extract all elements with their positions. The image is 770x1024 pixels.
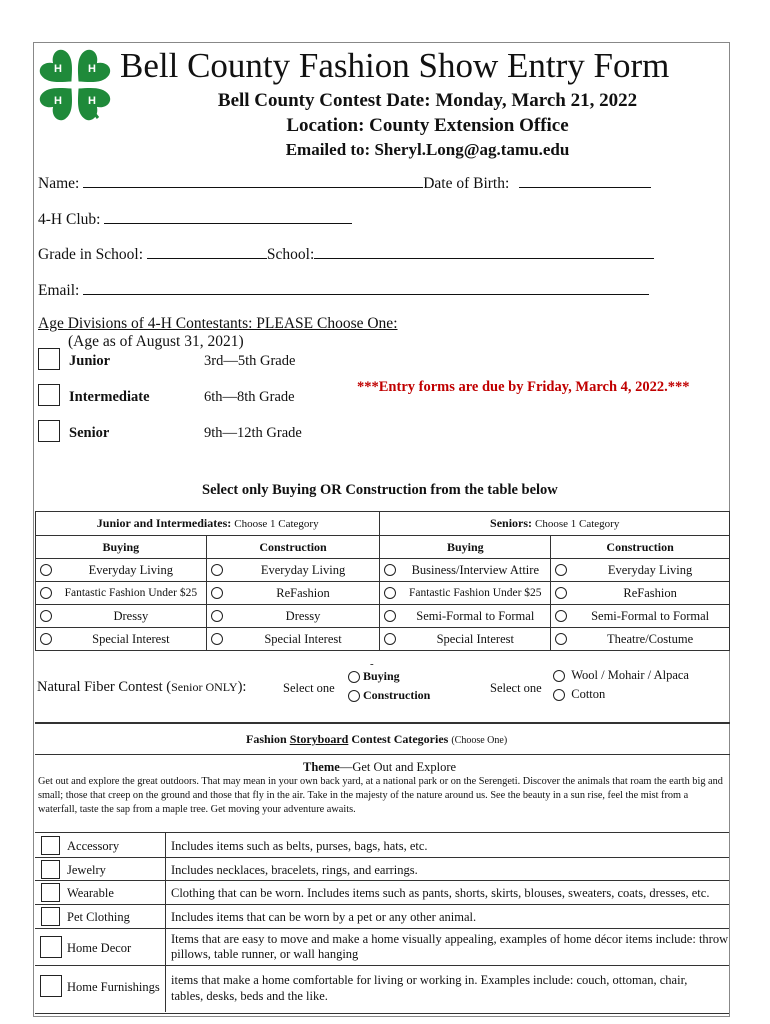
option-label: Everyday Living — [260, 562, 346, 577]
junior-label: Junior — [69, 353, 111, 369]
name-input[interactable] — [83, 173, 423, 188]
option-cell[interactable] — [207, 582, 380, 604]
table-row — [36, 628, 730, 651]
option-label: Everyday Living — [607, 562, 693, 577]
list-item — [35, 965, 729, 1014]
school-label: School: — [266, 246, 315, 263]
email-to: Emailed to: Sheryl.Long@ag.tamu.edu — [285, 140, 570, 159]
svg-text:H: H — [88, 63, 96, 75]
senior-checkbox[interactable] — [38, 420, 60, 442]
senior-only-note: Senior ONLY — [171, 680, 238, 694]
email-label: Email: — [38, 282, 80, 299]
fiber-label-close: ): — [237, 679, 247, 695]
radio-button[interactable] — [211, 633, 223, 645]
option-cell[interactable] — [36, 628, 206, 650]
intermediate-checkbox[interactable] — [38, 384, 60, 406]
select-one-label: Select one — [283, 681, 335, 695]
fiber-buying-option[interactable] — [348, 669, 400, 684]
option-label: Wool / Mohair / Alpaca — [571, 668, 689, 682]
radio-button[interactable] — [211, 587, 223, 599]
option-label: Business/Interview Attire — [411, 562, 539, 577]
group-junior-intermediate — [36, 512, 380, 536]
option-label: Fantastic Fashion Under $25 — [64, 587, 198, 599]
radio-button[interactable] — [384, 564, 396, 576]
option-label: ReFashion — [276, 585, 330, 600]
intermediate-label: Intermediate — [69, 389, 150, 405]
option-label: Construction — [363, 688, 431, 702]
category-desc: Includes items such as belts, purses, bags, hats, etc. — [171, 839, 428, 853]
theme-text: —Get Out and Explore — [339, 760, 457, 774]
radio-button[interactable] — [211, 564, 223, 576]
category-name: Accessory — [67, 839, 120, 853]
age-as-of: (Age as of August 31, 2021) — [68, 333, 244, 350]
radio-button[interactable] — [555, 587, 567, 599]
col-header-construction: Construction — [551, 536, 730, 559]
category-desc: Clothing that can be worn. Includes items such as pants, shorts, skirts, blouses, sweaters, coats, dresses, etc. — [171, 886, 710, 900]
due-date-notice: ***Entry forms are due by Friday, March 4, 2022.*** — [357, 379, 690, 395]
radio-button[interactable] — [348, 690, 360, 702]
option-label: Theatre/Costume — [607, 631, 694, 646]
option-label: Cotton — [571, 687, 606, 701]
choose-one-note: (Choose One) — [451, 735, 508, 746]
category-name: Wearable — [67, 886, 114, 900]
jewelry-checkbox[interactable] — [41, 860, 60, 879]
email-row — [38, 280, 649, 300]
clover-logo-icon — [36, 44, 114, 126]
radio-button[interactable] — [555, 564, 567, 576]
group-seniors — [380, 512, 730, 536]
radio-button[interactable] — [40, 564, 52, 576]
col-header-buying: Buying — [36, 536, 207, 559]
radio-button[interactable] — [384, 587, 396, 599]
category-desc: Includes items that can be worn by a pet or any other animal. — [171, 910, 477, 924]
fiber-label-text: Natural Fiber Contest ( — [37, 679, 172, 695]
option-cell[interactable] — [36, 605, 206, 627]
group-sr-label: Seniors: — [490, 516, 533, 530]
dash-mark: - — [370, 658, 374, 670]
svg-text:H: H — [54, 95, 62, 107]
svg-text:H: H — [54, 63, 62, 75]
dob-input[interactable] — [519, 173, 651, 188]
table-instruction: Select only Buying OR Construction from the table below — [202, 482, 558, 498]
dob-label: Date of Birth: — [423, 175, 510, 192]
senior-label: Senior — [69, 425, 110, 441]
option-label: Special Interest — [264, 631, 342, 646]
table-row — [36, 559, 730, 582]
intermediate-grade: 6th—8th Grade — [204, 389, 295, 405]
theme-label: Theme — [303, 760, 340, 774]
table-row — [36, 582, 730, 605]
home-decor-checkbox[interactable] — [40, 936, 62, 958]
fiber-wool-option[interactable] — [553, 668, 689, 683]
option-cell[interactable] — [551, 628, 729, 650]
fiber-label — [37, 679, 246, 696]
category-name: Home Furnishings — [67, 980, 160, 994]
wearable-checkbox[interactable] — [41, 883, 60, 902]
form-title: Bell County Fashion Show Entry Form — [120, 46, 670, 85]
choose-one-note: Choose 1 Category — [234, 518, 319, 530]
category-table — [35, 511, 730, 651]
storyboard-underlined: Storyboard — [289, 732, 349, 746]
option-cell[interactable] — [380, 605, 550, 627]
col-header-construction: Construction — [206, 536, 380, 559]
category-name: Home Decor — [67, 941, 132, 955]
option-label: Semi-Formal to Formal — [591, 608, 710, 623]
radio-button[interactable] — [555, 610, 567, 622]
grade-input[interactable] — [147, 244, 267, 259]
svg-text:H: H — [88, 95, 96, 107]
table-row — [36, 605, 730, 628]
fiber-cotton-option[interactable] — [553, 687, 605, 702]
senior-grade: 9th—12th Grade — [204, 425, 302, 441]
grade-row — [38, 244, 654, 264]
junior-grade: 3rd—5th Grade — [204, 353, 296, 369]
radio-button[interactable] — [211, 610, 223, 622]
home-furnishings-checkbox[interactable] — [40, 975, 62, 997]
club-row — [38, 209, 352, 229]
radio-button[interactable] — [555, 633, 567, 645]
list-item — [35, 857, 729, 881]
choose-one-note: Choose 1 Category — [535, 518, 620, 530]
option-label: Everyday Living — [88, 562, 174, 577]
category-desc: items that make a home comfortable for living or working in. Examples include: couch, ottoman, chair, tables, desks, beds and the like. — [171, 973, 688, 1003]
option-label: Semi-Formal to Formal — [416, 608, 535, 623]
accessory-checkbox[interactable] — [41, 836, 60, 855]
option-cell[interactable] — [551, 582, 729, 604]
option-cell[interactable] — [207, 605, 380, 627]
email-input[interactable] — [83, 280, 649, 295]
option-cell[interactable] — [380, 628, 550, 650]
name-label: Name: — [38, 175, 80, 192]
option-label: Fantastic Fashion Under $25 — [409, 587, 542, 599]
option-cell[interactable] — [36, 559, 206, 581]
storyboard-categories — [35, 832, 729, 1012]
radio-button[interactable] — [40, 587, 52, 599]
age-heading: Age Divisions of 4-H Contestants: PLEASE Choose One: — [38, 315, 398, 332]
theme-line — [303, 760, 456, 775]
option-cell[interactable] — [207, 628, 380, 650]
option-cell[interactable] — [207, 559, 380, 581]
option-label: Special Interest — [436, 631, 514, 646]
radio-button[interactable] — [553, 689, 565, 701]
option-label: ReFashion — [623, 585, 677, 600]
category-name: Pet Clothing — [67, 910, 130, 924]
option-label: Dressy — [113, 608, 149, 623]
list-item — [35, 880, 729, 905]
storyboard-suffix: Contest Categories — [348, 732, 449, 746]
option-cell[interactable] — [36, 582, 206, 604]
option-label: Buying — [363, 669, 400, 683]
option-cell[interactable] — [551, 605, 729, 627]
radio-button[interactable] — [40, 633, 52, 645]
theme-description: Get out and explore the great outdoors. That may mean in your own back yard, at a national park or on the Serengeti. Discover the animals that roam the earth big and small; those that creep on the ground and those that fly in the air. Take in the majesty of the nature around us. See the beauty in a sun rise, feel the mist from a waterfall, taste the sap from a maple tree. Get moving your adventure awaits. — [38, 776, 723, 815]
radio-button[interactable] — [348, 671, 360, 683]
club-label: 4-H Club: — [38, 211, 101, 228]
pet-clothing-checkbox[interactable] — [41, 907, 60, 926]
grade-label: Grade in School: — [38, 246, 144, 263]
radio-button[interactable] — [553, 670, 565, 682]
option-label: Dressy — [285, 608, 321, 623]
option-cell[interactable] — [551, 559, 729, 581]
name-row — [38, 173, 651, 193]
junior-checkbox[interactable] — [38, 348, 60, 370]
contest-date: Bell County Contest Date: Monday, March 21, 2022 — [217, 90, 638, 111]
group-ji-label: Junior and Intermediates: — [96, 516, 232, 530]
category-desc: Items that are easy to move and make a home visually appealing, examples of home décor items include: throw pillows, table runner, or wall hanging — [171, 932, 729, 961]
option-cell[interactable] — [380, 582, 550, 604]
category-desc: Includes necklaces, bracelets, rings, and earrings. — [171, 863, 418, 877]
option-cell[interactable] — [380, 559, 550, 581]
radio-button[interactable] — [384, 610, 396, 622]
list-item — [35, 832, 729, 858]
storyboard-title — [246, 732, 507, 747]
club-input[interactable] — [104, 209, 352, 224]
select-one-label: Select one — [490, 681, 542, 695]
list-item — [35, 928, 729, 966]
list-item — [35, 904, 729, 929]
location: Location: County Extension Office — [286, 115, 569, 136]
school-input[interactable] — [314, 244, 654, 259]
col-header-buying: Buying — [380, 536, 551, 559]
radio-button[interactable] — [384, 633, 396, 645]
fiber-construction-option[interactable] — [348, 688, 430, 703]
category-name: Jewelry — [67, 863, 106, 877]
storyboard-prefix: Fashion — [246, 732, 290, 746]
radio-button[interactable] — [40, 610, 52, 622]
option-label: Special Interest — [92, 631, 170, 646]
